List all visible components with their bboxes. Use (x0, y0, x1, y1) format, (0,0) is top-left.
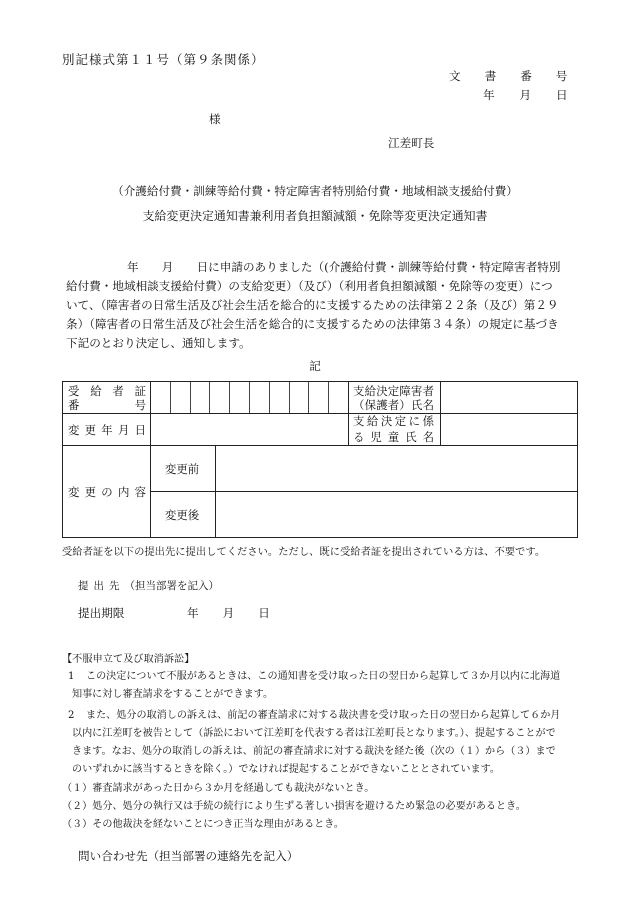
appeal-item-number: 1 (68, 671, 75, 682)
decision-table (62, 381, 578, 538)
change-content-label: 変更の内容 (68, 484, 146, 499)
child-name-label-line: 支給決定に係 (353, 414, 434, 428)
holder-name-field (441, 382, 578, 414)
appeal-item-line: 知事に対し審査請求をすることができます。 (72, 689, 274, 700)
notice-body (66, 258, 561, 353)
cert-number-label-cell (63, 382, 151, 414)
appeal-item (68, 707, 560, 779)
form-number: 別記様式第１１号（第９条関係） (62, 52, 265, 67)
digit-box (191, 382, 211, 413)
document-title: 支給変更決定通知書兼利用者負担額減額・免除等変更決定通知書 (142, 209, 488, 223)
digit-box (151, 382, 171, 413)
before-change-field (216, 446, 578, 492)
issuer-name: 江差町長 (388, 136, 435, 150)
after-change-label: 変更後 (151, 492, 216, 538)
deadline-date-label: 年月日 (187, 606, 294, 620)
appeal-item-line: のいずれかに該当するときを除く。）でなければ提起することができないこととされています。 (72, 764, 500, 775)
appeal-heading: 【不服申立て及び取消訴訟】 (62, 654, 195, 665)
child-name-label-line: る児童氏名 (353, 429, 434, 444)
change-date-label-cell (63, 414, 151, 446)
body-line: 下記のとおり決定し、通知します。 (66, 336, 251, 350)
before-change-label: 変更前 (151, 446, 216, 492)
digit-box (250, 382, 270, 413)
cert-number-label-line: 受給者証 (68, 383, 146, 398)
child-name-label-cell (349, 414, 441, 446)
body-line: 給付費・地域相談支援給付費）の支給変更）（及び）（利用者負担額減額・免除等の変更）につ (66, 279, 553, 293)
digit-box (290, 382, 310, 413)
table-row (63, 446, 578, 492)
holder-name-label-line: （保護者）氏名 (353, 397, 434, 412)
appeal-item-line: きます。なお、処分の取消しの訴えは、前記の審査請求に対する裁決を経た後（次の（１）から（３）まで (72, 746, 556, 757)
deadline-label: 提出期限 (78, 606, 125, 620)
holder-name-label-cell (349, 382, 441, 414)
table-row (63, 414, 578, 446)
submission-notice: 受給者証を以下の提出先に提出してください。ただし、既に受給者証を提出されている方は、不要です。 (62, 546, 546, 558)
appeal-item-line: この決定について不服があるときは、この通知書を受け取った日の翌日から起算して３か月以内に北海道 (86, 671, 561, 682)
digit-box (230, 382, 250, 413)
appeal-subitem: （２）処分、処分の執行又は手続の続行により生ずる著しい損害を避けるため緊急の必要があるとき。 (62, 801, 526, 812)
cert-number-digit-boxes (151, 382, 348, 413)
change-content-label-cell (63, 446, 151, 538)
change-date-label: 変更年月日 (68, 422, 146, 437)
appeal-subitems (62, 780, 526, 834)
destination-note: （担当部署を記入） (124, 580, 219, 592)
addressee-suffix: 様 (209, 112, 221, 126)
after-change-field (216, 492, 578, 538)
ki-heading: 記 (309, 359, 321, 373)
contact-info: 問い合わせ先（担当部署の連絡先を記入） (78, 849, 299, 863)
holder-name-label-line: 支給決定障害者 (353, 383, 434, 398)
digit-box (171, 382, 191, 413)
child-name-field (441, 414, 578, 446)
issue-date-label: 年月日 (483, 88, 593, 102)
document-subtitle: （介護給付費・訓練等給付費・特定障害者特別給付費・地域相談支援給付費） (112, 184, 518, 198)
body-line: 年 月 日に申請のありました（(介護給付費・訓練等給付費・特定障害者特別 (127, 260, 561, 274)
appeal-subitem: （１）審査請求があった日から３か月を経過しても裁決がないとき。 (62, 783, 375, 794)
digit-box (210, 382, 230, 413)
body-line: いて、（障害者の日常生活及び社会生活を総合的に支援するための法律第２２条（及び）第２９ (66, 298, 559, 312)
appeal-item-line: また、処分の取消しの訴えは、前記の審査請求に対する裁決書を受け取った日の翌日から起算して６か月 (86, 710, 561, 721)
appeal-item-line: 以内に江差町を被告として（訴訟において江差町を代表する者は江差町長となります。）、提起することがで (72, 728, 556, 739)
table-row (63, 382, 578, 414)
document-number-label: 文書番号 (449, 69, 592, 83)
appeal-subitem: （３）その他裁決を経ないことにつき正当な理由があるとき。 (62, 819, 345, 830)
destination-label: 提出先 (78, 580, 125, 592)
appeal-item (68, 668, 560, 704)
digit-box (270, 382, 290, 413)
body-line: 条）（障害者の日常生活及び社会生活を総合的に支援するための法律第３４条）の規定に基づき (66, 317, 559, 331)
cert-number-field (151, 382, 349, 414)
cert-number-label-line: 番号 (68, 397, 146, 412)
submission-destination (78, 580, 219, 593)
digit-box (329, 382, 348, 413)
digit-box (309, 382, 329, 413)
appeal-item-number: 2 (68, 710, 75, 721)
change-date-field (151, 414, 349, 446)
